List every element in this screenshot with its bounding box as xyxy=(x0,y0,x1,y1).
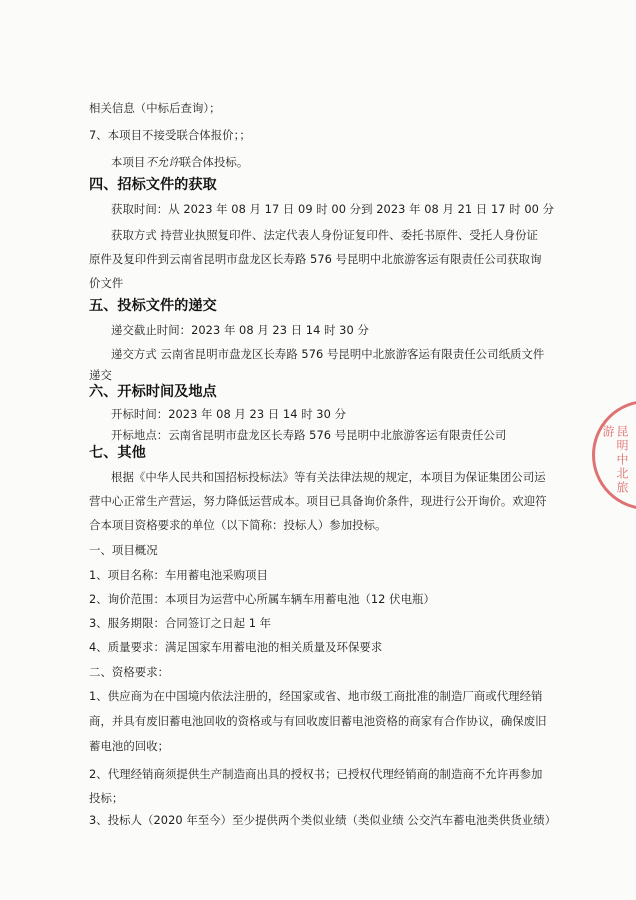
text-line-no-consortium-bid xyxy=(111,155,248,169)
section-heading-5: 五、投标文件的递交 xyxy=(89,298,217,314)
text-line-legal-basis: 根据《中华人民共和国招标投标法》等有关法律法规的规定，本项目为保证集团公司运 xyxy=(111,470,546,484)
text-line-no-consortium-quote: 7、本项目不接受联合体报价；； xyxy=(89,128,251,142)
company-seal xyxy=(592,400,636,510)
seal-text: 昆明中北旅游 xyxy=(601,425,629,495)
section-heading-7: 七、其他 xyxy=(89,445,146,461)
subsection-heading-overview: 一、项目概况 xyxy=(89,543,158,557)
text-line-open-location: 开标地点：云南省昆明市盘龙区长寿路 576 号昆明中北旅游客运有限责任公司 xyxy=(111,428,507,442)
text-line-qualification-3: 3、投标人（2020 年至今）至少提供两个类似业绩（类似业绩 公交汽车蓄电池类供货业绩） xyxy=(89,813,557,827)
text-line-legal-basis-cont: 合本项目资格要求的单位（以下简称：投标人）参加投标。 xyxy=(89,518,387,532)
text-fragment: 联合体投标。 xyxy=(179,155,249,169)
text-line-quality-req: 4、质量要求：满足国家车用蓄电池的相关质量及环保要求 xyxy=(89,640,383,654)
text-line-submit-method: 递交方式 云南省昆明市盘龙区长寿路 576 号昆明中北旅游客运有限责任公司纸质文件 xyxy=(111,347,545,361)
text-line-open-time: 开标时间：2023 年 08 月 23 日 14 时 30 分 xyxy=(111,407,347,421)
text-line-qualification-1-cont: 蓄电池的回收； xyxy=(89,739,170,753)
text-line-related-info: 相关信息（中标后查询）； xyxy=(89,101,221,115)
section-heading-4: 四、招标文件的获取 xyxy=(89,177,217,193)
text-line-qualification-1: 1、供应商为在中国境内依法注册的，经国家或省、地市级工商批准的制造厂商或代理经销 xyxy=(89,689,543,703)
text-line-obtain-method-cont: 原件及复印件到云南省昆明市盘龙区长寿路 576 号昆明中北旅游客运有限责任公司获取询 xyxy=(89,252,542,266)
text-line-inquiry-scope: 2、询价范围：本项目为运营中心所属车辆车用蓄电池（12 伏电瓶） xyxy=(89,592,435,606)
text-line-service-period: 3、服务期限：合同签订之日起 1 年 xyxy=(89,616,272,630)
text-line-project-name: 1、项目名称：车用蓄电池采购项目 xyxy=(89,568,268,582)
text-line-obtain-time: 获取时间：从 2023 年 08 月 17 日 09 时 00 分到 2023 年 08 月 21 日 17 时 00 分 xyxy=(111,202,555,216)
text-line-qualification-1-cont: 商，并具有废旧蓄电池回收的资格或与有回收废旧蓄电池资格的商家有合作协议，确保废旧 xyxy=(89,714,547,728)
section-heading-6: 六、开标时间及地点 xyxy=(89,384,217,400)
text-fragment: 本项目 xyxy=(111,155,146,169)
text-line-obtain-method-cont: 价文件 xyxy=(89,276,124,290)
text-line-legal-basis-cont: 营中心正常生产营运，努力降低运营成本。项目已具备询价条件，现进行公开询价。欢迎符 xyxy=(89,494,547,508)
text-fragment-handwritten: 不允许 xyxy=(145,155,180,169)
subsection-heading-qualification: 二、资格要求： xyxy=(89,665,170,679)
text-line-qualification-2: 2、代理经销商须提供生产制造商出具的授权书；已授权代理经销商的制造商不允许再参加 xyxy=(89,767,543,781)
text-line-obtain-method: 获取方式 持营业执照复印件、法定代表人身份证复印件、委托书原件、受托人身份证 xyxy=(111,228,538,242)
text-line-submit-method-cont: 递交 xyxy=(89,368,112,382)
text-line-deadline: 递交截止时间：2023 年 08 月 23 日 14 时 30 分 xyxy=(111,323,369,337)
text-line-qualification-2-cont: 投标； xyxy=(89,791,124,805)
